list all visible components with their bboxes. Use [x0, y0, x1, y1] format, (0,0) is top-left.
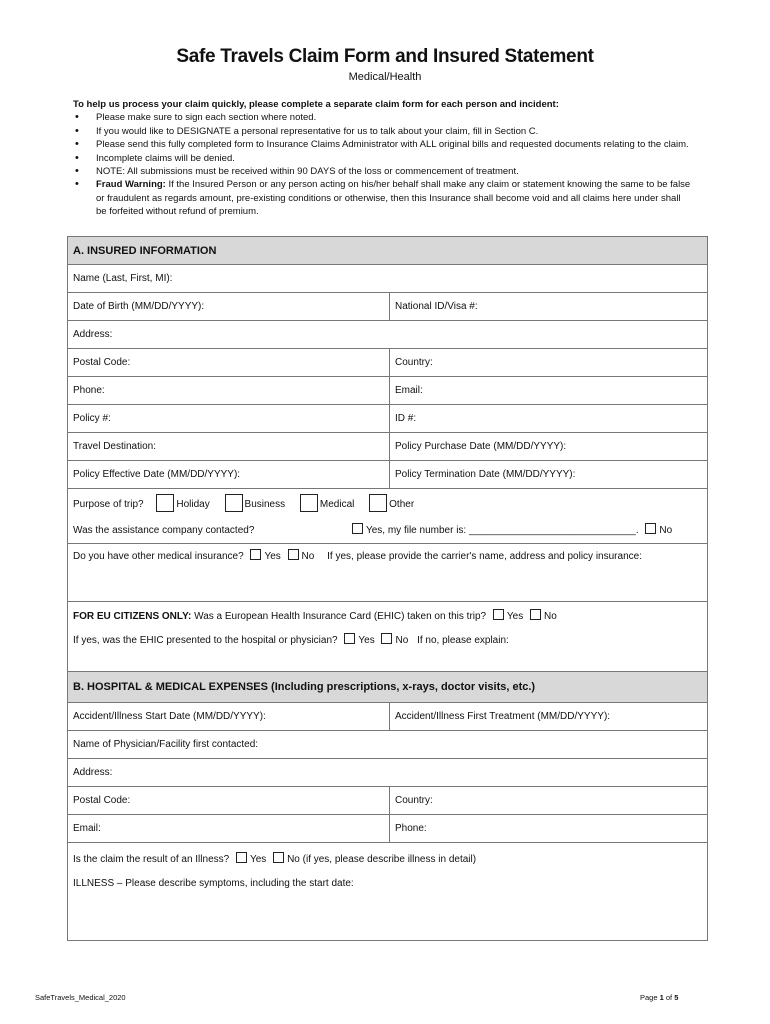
page-number [640, 993, 678, 1002]
email-field[interactable]: Email: [390, 377, 708, 405]
instructions-heading: To help us process your claim quickly, please complete a separate claim form for each person and incident: [73, 99, 559, 110]
purchase-date-field[interactable]: Policy Purchase Date (MM/DD/YYYY): [390, 433, 708, 461]
instructions-list [73, 111, 693, 218]
claim-form [67, 236, 708, 941]
address-field[interactable]: Address: [68, 321, 708, 349]
medical-label: Medical [319, 498, 355, 510]
page-of: of [663, 993, 675, 1002]
termination-date-field[interactable]: Policy Termination Date (MM/DD/YYYY): [390, 461, 708, 489]
ehic-presented-row[interactable] [68, 628, 708, 672]
page-label: Page [640, 993, 660, 1002]
physician-phone-field[interactable]: Phone: [390, 815, 708, 843]
country-field[interactable]: Country: [390, 349, 708, 377]
section-b-heading: B. HOSPITAL & MEDICAL EXPENSES (Including prescriptions, x-rays, doctor visits, etc.) [68, 672, 708, 703]
id-number-field[interactable]: ID #: [390, 405, 708, 433]
illness-question: Is the claim the result of an Illness? [73, 853, 230, 865]
illness-description-label: ILLNESS – Please describe symptoms, including the start date: [73, 878, 354, 889]
page-total: 5 [674, 993, 679, 1002]
physician-country-field[interactable]: Country: [390, 787, 708, 815]
physician-field[interactable]: Name of Physician/Facility first contacted: [68, 731, 708, 759]
assistance-question: Was the assistance company contacted? [73, 525, 255, 536]
eu-citizens-row [68, 602, 708, 629]
other-insurance-row[interactable] [68, 544, 708, 602]
instruction-item: • Please make sure to sign each section where noted. [96, 111, 693, 124]
section-a-heading: A. INSURED INFORMATION [68, 237, 708, 265]
physician-address-field[interactable]: Address: [68, 759, 708, 787]
assistance-yes-label: Yes, my file number is: ______________________________. [365, 525, 639, 536]
other-insurance-yes-checkbox[interactable] [250, 549, 261, 560]
ehic-taken-no-label: No [544, 610, 557, 622]
page-title: Safe Travels Claim Form and Insured Statement [176, 46, 594, 67]
ehic-presented-yes-label: Yes [358, 635, 375, 646]
policy-number-field[interactable]: Policy #: [68, 405, 390, 433]
illness-yes-label: Yes [249, 853, 267, 865]
illness-yes-checkbox[interactable] [236, 852, 247, 863]
ehic-taken-yes-label: Yes [506, 610, 524, 622]
other-insurance-note: If yes, please provide the carrier's name, address and policy insurance: [327, 551, 642, 562]
physician-postal-code-field[interactable]: Postal Code: [68, 787, 390, 815]
fraud-warning-label: Fraud Warning: [96, 179, 166, 191]
first-treatment-date-field[interactable]: Accident/Illness First Treatment (MM/DD/YYYY): [390, 703, 708, 731]
illness-description-field[interactable] [68, 873, 708, 941]
travel-destination-field[interactable]: Travel Destination: [68, 433, 390, 461]
other-insurance-no-checkbox[interactable] [288, 549, 299, 560]
effective-date-field[interactable]: Policy Effective Date (MM/DD/YYYY): [68, 461, 390, 489]
purpose-label: Purpose of trip? [73, 498, 144, 510]
ehic-presented-no-label: No [395, 635, 409, 646]
other-insurance-no-label: No [301, 551, 315, 562]
phone-field[interactable]: Phone: [68, 377, 390, 405]
instruction-item: • NOTE: All submissions must be received within 90 DAYS of the loss or commencement of treatment. [96, 165, 693, 178]
assistance-no-checkbox[interactable] [645, 523, 656, 534]
medical-checkbox[interactable] [300, 494, 318, 512]
illness-question-row [68, 843, 708, 874]
eu-citizens-question: Was a European Health Insurance Card (EHIC) taken on this trip? [191, 610, 487, 622]
business-label: Business [244, 498, 286, 510]
ehic-taken-yes-checkbox[interactable] [493, 609, 504, 620]
instruction-item: • Please send this fully completed form to Insurance Claims Administrator with ALL original bills and requested documents relating to the claim. [96, 138, 693, 151]
holiday-label: Holiday [176, 498, 210, 510]
name-field[interactable]: Name (Last, First, MI): [68, 265, 708, 293]
assistance-row [68, 516, 708, 544]
ehic-presented-question: If yes, was the EHIC presented to the hospital or physician? [73, 635, 338, 646]
assistance-no-label: No [659, 525, 673, 536]
page-subtitle: Medical/Health [348, 71, 422, 83]
illness-no-checkbox[interactable] [273, 852, 284, 863]
assistance-yes-checkbox[interactable] [352, 523, 363, 534]
ehic-presented-yes-checkbox[interactable] [344, 633, 355, 644]
dob-field[interactable]: Date of Birth (MM/DD/YYYY): [68, 293, 390, 321]
eu-citizens-label: FOR EU CITIZENS ONLY: [73, 610, 192, 622]
ehic-presented-no-checkbox[interactable] [381, 633, 392, 644]
document-code: SafeTravels_Medical_2020 [35, 993, 126, 1002]
postal-code-field[interactable]: Postal Code: [68, 349, 390, 377]
ehic-explain-note: If no, please explain: [417, 635, 509, 646]
illness-no-label: No (if yes, please describe illness in detail) [287, 853, 477, 865]
instructions [73, 98, 693, 219]
other-label: Other [389, 498, 415, 510]
ehic-taken-no-checkbox[interactable] [530, 609, 541, 620]
instruction-item: • Incomplete claims will be denied. [96, 152, 693, 165]
instruction-item: • If you would like to DESIGNATE a personal representative for us to talk about your claim, fill in Section C. [96, 125, 693, 138]
other-checkbox[interactable] [369, 494, 387, 512]
purpose-row [68, 489, 708, 517]
fraud-warning-text: If the Insured Person or any person acting on his/her behalf shall make any claim or statement knowing the same to be false or fraudulent as regards amount, pre-existing conditions or otherwise, then this Insurance shall become void and all claims here under shall be forfeited without refund of premium. [96, 179, 691, 218]
other-insurance-yes-label: Yes [264, 551, 281, 562]
holiday-checkbox[interactable] [156, 494, 174, 512]
business-checkbox[interactable] [225, 494, 243, 512]
national-id-field[interactable]: National ID/Visa #: [390, 293, 708, 321]
fraud-warning [96, 178, 693, 218]
physician-email-field[interactable]: Email: [68, 815, 390, 843]
illness-start-date-field[interactable]: Accident/Illness Start Date (MM/DD/YYYY): [68, 703, 390, 731]
other-insurance-question: Do you have other medical insurance? [73, 551, 244, 562]
page-current: 1 [659, 993, 664, 1002]
